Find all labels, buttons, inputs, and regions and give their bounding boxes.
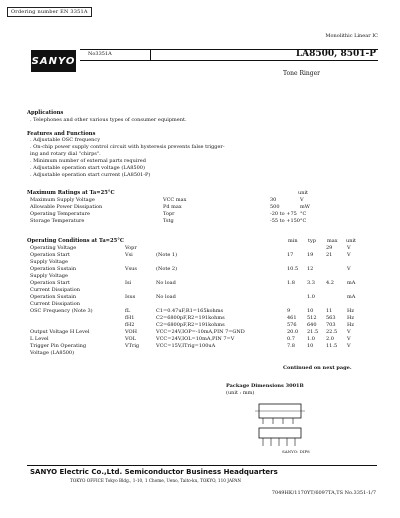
op-cell-min: 1.8	[287, 280, 295, 286]
op-cell-typ: 19	[307, 252, 314, 258]
max-cell-name: Allowable Power Dissipation	[30, 204, 103, 210]
op-cell-sym: VOL	[125, 336, 136, 342]
footer-code: 7049HK/1170YT/6097TA,TS No.3351-1/7	[271, 490, 376, 496]
op-cell-sym: fH1	[125, 315, 135, 321]
op-cell-max: 11.5	[326, 343, 338, 349]
op-cell-typ: 512	[307, 315, 317, 321]
max-cell-sym: VCC max	[163, 197, 187, 203]
part-number: LA8500, 8501-P	[295, 49, 376, 59]
op-cell-name: Operation Sustain	[30, 266, 77, 272]
header-rule-bottom	[80, 60, 378, 61]
op-cell-unit: V	[347, 329, 351, 335]
max-cell-sym: Topr	[163, 211, 175, 217]
op-cell-typ: 1.0	[307, 294, 315, 300]
max-cell-name: Maximum Supply Voltage	[30, 197, 95, 203]
op-header-typ: typ	[308, 238, 317, 244]
max-cell-name: Operating Temperature	[30, 211, 91, 217]
op-cell-name: Operation Start	[30, 252, 70, 258]
op-cell-sym: Isi	[125, 280, 132, 286]
op-cell-min: 20.0	[287, 329, 299, 335]
op-cell-unit: mA	[347, 294, 356, 300]
op-cell-sym: Vsus	[125, 266, 137, 272]
op-cell-sym: fL	[125, 308, 131, 314]
op-cell-name: Operation Start	[30, 280, 70, 286]
op-cell-name: Voltage (LA8500)	[30, 350, 75, 356]
footer-rule	[27, 465, 377, 466]
op-cell-typ: 10	[307, 308, 314, 314]
monolithic-label: Monolithic Linear IC	[325, 33, 378, 39]
continued-note: Continued on next page.	[283, 365, 352, 371]
max-cell-unit: °C	[300, 211, 307, 217]
op-cell-cond: C1=0.47uF,R1=165kohms	[156, 308, 224, 314]
op-cell-sym: VTrig	[125, 343, 140, 349]
op-cell-max: 21	[326, 252, 333, 258]
applications-item: . Telephones and other various types of consumer equipment.	[30, 117, 187, 123]
op-cell-cond: VCC=24V,IOP=-10mA,PIN 7=GND	[156, 329, 245, 335]
op-cell-unit: mA	[347, 280, 356, 286]
op-cell-min: 7.8	[287, 343, 295, 349]
op-header-unit: unit	[346, 238, 357, 244]
op-cell-cond: VCC=24V,IOL=10mA,PIN 7=V	[156, 336, 235, 342]
op-cell-unit: V	[347, 266, 351, 272]
features-list	[30, 137, 225, 179]
document-number: No3351A	[88, 51, 112, 57]
op-cell-typ: 1.0	[307, 336, 315, 342]
op-cell-unit: V	[347, 336, 351, 342]
op-cell-cond: VCC=15V,ITrig=100uA	[156, 343, 216, 349]
op-cell-name: Current Dissipation	[30, 287, 80, 293]
op-cell-typ: 21.5	[307, 329, 319, 335]
sanyo-logo: SANYO	[31, 50, 76, 72]
package-title: Package Dimensions 3001B	[226, 383, 304, 389]
max-cell-sym: Pd max	[163, 204, 182, 210]
op-cell-name: Supply Voltage	[30, 273, 68, 279]
footer-address: TOKYO OFFICE Tokyo Bldg., 1-10, 1 Chome, Ueno, Taito-ku, TOKYO, 110 JAPAN	[70, 478, 242, 483]
op-cell-max: 22.5	[326, 329, 338, 335]
op-cell-cond: No load	[156, 280, 176, 286]
op-cell-sym: Vsi	[125, 252, 133, 258]
op-conditions-title: Operating Conditions at Ta=25°C	[27, 238, 124, 244]
op-cell-unit: Hz	[347, 308, 354, 314]
op-cell-min: 9	[287, 308, 291, 314]
op-cell-sym: fH2	[125, 322, 135, 328]
features-item: . Adjustable OSC frequency	[30, 137, 101, 143]
max-cell-val: -55 to +150	[270, 218, 300, 224]
max-ratings-title: Maximum Ratings at Ta=25°C	[27, 190, 115, 196]
op-cell-name: Operation Sustain	[30, 294, 77, 300]
max-cell-val: -20 to +75	[270, 211, 297, 217]
op-cell-typ: 640	[307, 322, 317, 328]
op-header-min: min	[288, 238, 298, 244]
features-item: ing and rotary dial "chirps".	[30, 151, 101, 157]
applications-list	[30, 117, 187, 124]
package-drawing	[245, 400, 315, 450]
op-cell-cond: No load	[156, 294, 176, 300]
op-cell-cond: C2=6800pF,R2=191kohms	[156, 322, 225, 328]
op-cell-min: 576	[287, 322, 297, 328]
op-cell-typ: 10	[307, 343, 314, 349]
features-item: . Minimum number of external parts required	[30, 158, 146, 164]
ordering-number: Ordering number EN 3351A	[7, 7, 92, 17]
op-cell-max: 11	[326, 308, 333, 314]
op-cell-min: 10.5	[287, 266, 299, 272]
op-header-max: max	[327, 238, 338, 244]
op-cell-min: 461	[287, 315, 297, 321]
op-cell-name: Current Dissipation	[30, 301, 80, 307]
max-cell-val: 30	[270, 197, 277, 203]
op-cell-max: 4.2	[326, 280, 334, 286]
op-cell-cond: (Note 2)	[156, 266, 178, 272]
op-cell-typ: 12	[307, 266, 314, 272]
op-cell-name: Output Voltage H Level	[30, 329, 90, 335]
max-cell-name: Storage Temperature	[30, 218, 85, 224]
applications-title: Applications	[27, 110, 64, 116]
max-unit-header: unit	[298, 190, 309, 196]
max-cell-unit: V	[300, 197, 304, 203]
op-cell-max: 29	[326, 245, 333, 251]
max-cell-unit: °C	[300, 218, 307, 224]
product-subtitle: Tone Ringer	[282, 70, 320, 77]
features-item: . Adjustable operation start current (LA8501-P)	[30, 172, 151, 178]
op-cell-min: 17	[287, 252, 294, 258]
features-title: Features and Functions	[27, 131, 96, 137]
op-cell-name: Supply Voltage	[30, 259, 68, 265]
op-cell-sym: VOH	[125, 329, 137, 335]
op-cell-cond: (Note 1)	[156, 252, 178, 258]
header-divider	[150, 49, 151, 60]
op-cell-unit: Hz	[347, 322, 354, 328]
max-cell-unit: mW	[300, 204, 310, 210]
op-cell-sym: Isus	[125, 294, 136, 300]
op-cell-unit: Hz	[347, 315, 354, 321]
op-cell-min: 0.7	[287, 336, 295, 342]
features-item: . On-chip power supply control circuit with hysteresis prevents false trigger-	[30, 144, 225, 150]
footer-company: SANYO Electric Co.,Ltd. Semiconductor Business Headquarters	[30, 468, 278, 476]
op-cell-name: L Level	[30, 336, 49, 342]
max-cell-val: 500	[270, 204, 280, 210]
op-cell-max: 703	[326, 322, 336, 328]
op-cell-sym: Vopr	[125, 245, 137, 251]
op-cell-cond: C2=6800pF,R2=191kohms	[156, 315, 225, 321]
op-cell-name: Trigger Pin Operating	[30, 343, 87, 349]
op-cell-typ: 3.3	[307, 280, 315, 286]
op-cell-unit: V	[347, 252, 351, 258]
package-label: SANYO: DIP8	[282, 449, 310, 454]
package-unit: (unit : mm)	[226, 390, 255, 396]
op-cell-unit: V	[347, 245, 351, 251]
features-item: . Adjustable operation start voltage (LA8500)	[30, 165, 145, 171]
op-cell-max: 2.0	[326, 336, 334, 342]
op-cell-name: Operating Voltage	[30, 245, 77, 251]
op-cell-unit: V	[347, 343, 351, 349]
op-cell-name: OSC Frequency (Note 3)	[30, 308, 93, 314]
op-cell-max: 563	[326, 315, 336, 321]
max-cell-sym: Tstg	[163, 218, 174, 224]
